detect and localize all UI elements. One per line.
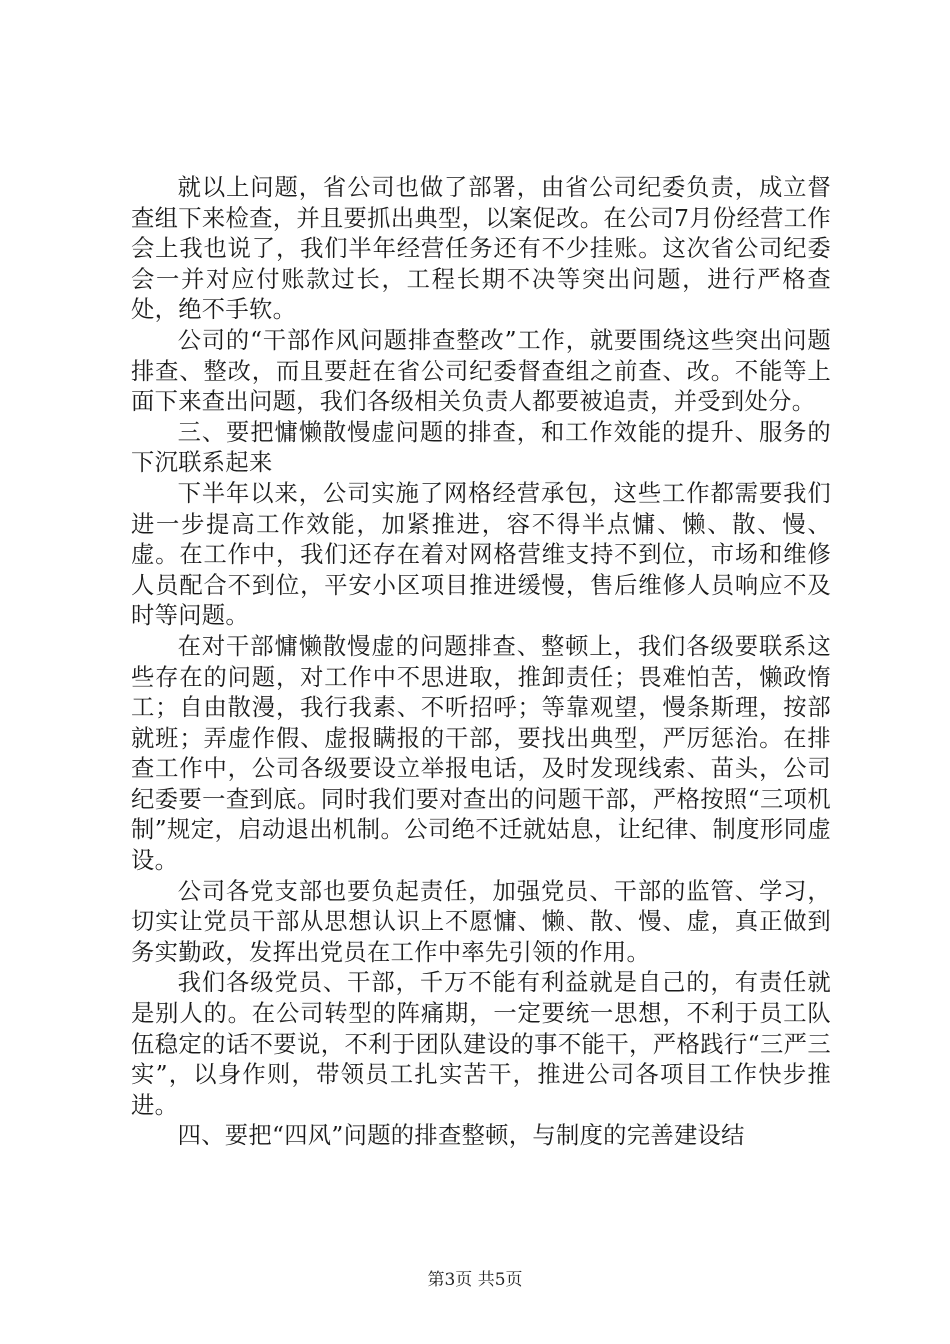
paragraph: 我们各级党员、干部，千万不能有利益就是自己的，有责任就是别人的。在公司转型的阵痛期，一定要统一思想，不利于员工队伍稳定的话不要说，不利于团队建设的事不能干，严格践行“三严三实”，以身作则，带领员工扎实苦干，推进公司各项目工作快步推进。 xyxy=(131,969,831,1119)
paragraph: 就以上问题，省公司也做了部署，由省公司纪委负责，成立督查组下来检查，并且要抓出典型，以案促改。在公司7月份经营工作会上我也说了，我们半年经营任务还有不少挂账。这次省公司纪委会一并对应付账款过长，工程长期不决等突出问题，进行严格查处，绝不手软。 xyxy=(131,174,831,324)
paragraph: 公司各党支部也要负起责任，加强党员、干部的监管、学习，切实让党员干部从思想认识上不愿慵、懒、散、慢、虚，真正做到务实勤政，发挥出党员在工作中率先引领的作用。 xyxy=(131,877,831,966)
paragraph: 下半年以来，公司实施了网格经营承包，这些工作都需要我们进一步提高工作效能，加紧推进，容不得半点慵、懒、散、慢、虚。在工作中，我们还存在着对网格营维支持不到位，市场和维修人员配合不到位，平安小区项目推进缓慢，售后维修人员响应不及时等问题。 xyxy=(131,479,831,630)
page-number-footer: 第3页 共5页 xyxy=(427,1270,523,1290)
document-body xyxy=(131,173,831,1152)
section-heading: 三、要把慵懒散慢虚问题的排查，和工作效能的提升、服务的下沉联系起来 xyxy=(131,418,831,477)
paragraph: 公司的“干部作风问题排查整改”工作，就要围绕这些突出问题排查、整改，而且要赶在省公司纪委督查组之前查、改。不能等上面下来查出问题，我们各级相关负责人都要被追责，并受到处分。 xyxy=(131,326,831,416)
section-heading: 四、要把“四风”问题的排查整顿，与制度的完善建设结 xyxy=(177,1122,745,1150)
paragraph: 在对干部慵懒散慢虚的问题排查、整顿上，我们各级要联系这些存在的问题，对工作中不思进取，推卸责任；畏难怕苦，懒政惰工；自由散漫，我行我素、不听招呼；等靠观望，慢条斯理，按部就班；弄虚作假、虚报瞒报的干部，要找出典型，严厉惩治。在排查工作中，公司各级要设立举报电话，及时发现线索、苗头，公司纪委要一查到底。同时我们要对查出的问题干部，严格按照“三项机制”规定，启动退出机制。公司绝不迁就姑息，让纪律、制度形同虚设。 xyxy=(131,632,831,875)
